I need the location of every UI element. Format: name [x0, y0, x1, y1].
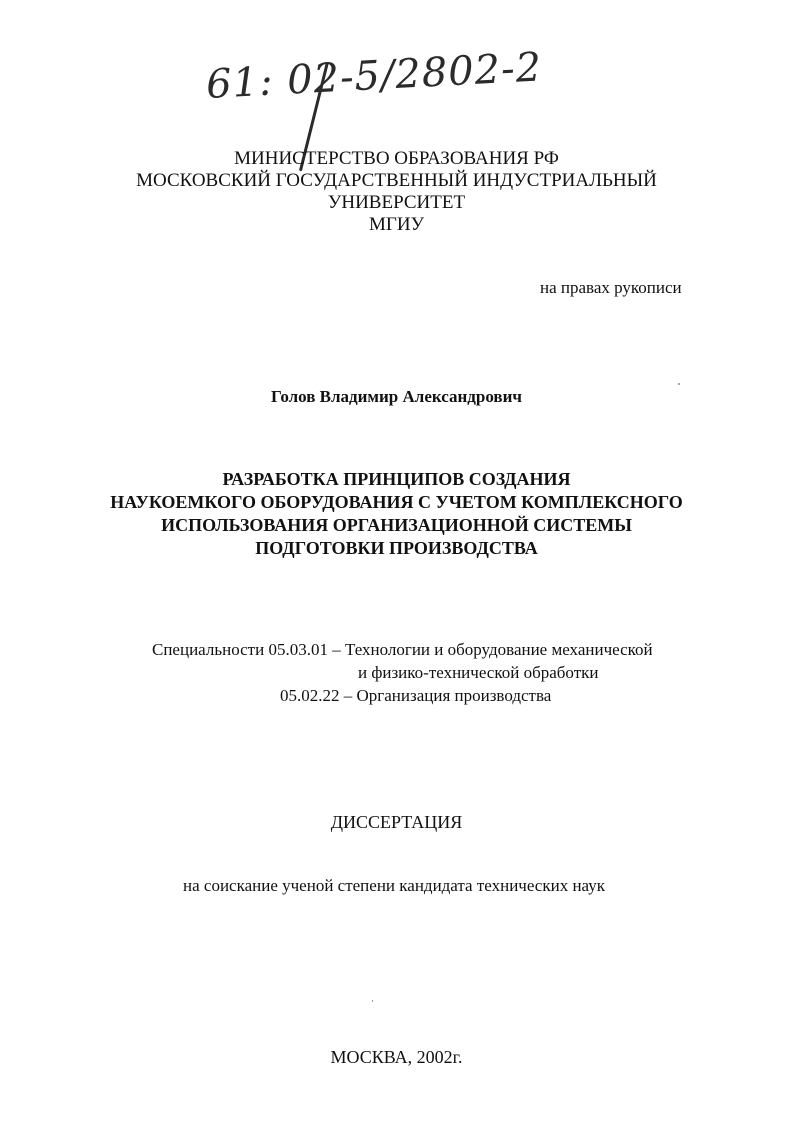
title-line-1: РАЗРАБОТКА ПРИНЦИПОВ СОЗДАНИЯ: [222, 469, 571, 489]
ministry-line-1: МИНИСТЕРСТВО ОБРАЗОВАНИЯ РФ: [234, 148, 559, 169]
ministry-line-2: МОСКОВСКИЙ ГОСУДАРСТВЕННЫЙ ИНДУСТРИАЛЬНЫЙ: [136, 170, 657, 191]
specialty-line-1: Специальности 05.03.01 – Технологии и оборудование механической: [152, 640, 653, 659]
specialty-line-3: 05.02.22 – Организация производства: [280, 686, 552, 705]
ministry-line-3: УНИВЕРСИТЕТ: [327, 192, 466, 213]
title-line-2: НАУКОЕМКОГО ОБОРУДОВАНИЯ С УЧЕТОМ КОМПЛЕКСНОГО: [110, 492, 683, 512]
city-and-year: МОСКВА, 2002г.: [330, 1047, 463, 1067]
handwritten-catalog-number: 61: 02-5/2802-2: [205, 44, 544, 108]
title-line-3: ИСПОЛЬЗОВАНИЯ ОРГАНИЗАЦИОННОЙ СИСТЕМЫ: [161, 515, 632, 535]
degree-statement: на соискание ученой степени кандидата технических наук: [183, 876, 606, 895]
ministry-line-4: МГИУ: [368, 214, 425, 235]
scan-speck: [372, 1000, 373, 1002]
author-name: Голов Владимир Александрович: [271, 387, 522, 406]
title-line-4: ПОДГОТОВКИ ПРОИЗВОДСТВА: [255, 538, 538, 558]
specialty-line-2: и физико-технической обработки: [358, 663, 599, 682]
document-type: ДИССЕРТАЦИЯ: [330, 812, 463, 832]
manuscript-rights-note: на правах рукописи: [540, 278, 682, 297]
scan-speck: [678, 383, 680, 385]
